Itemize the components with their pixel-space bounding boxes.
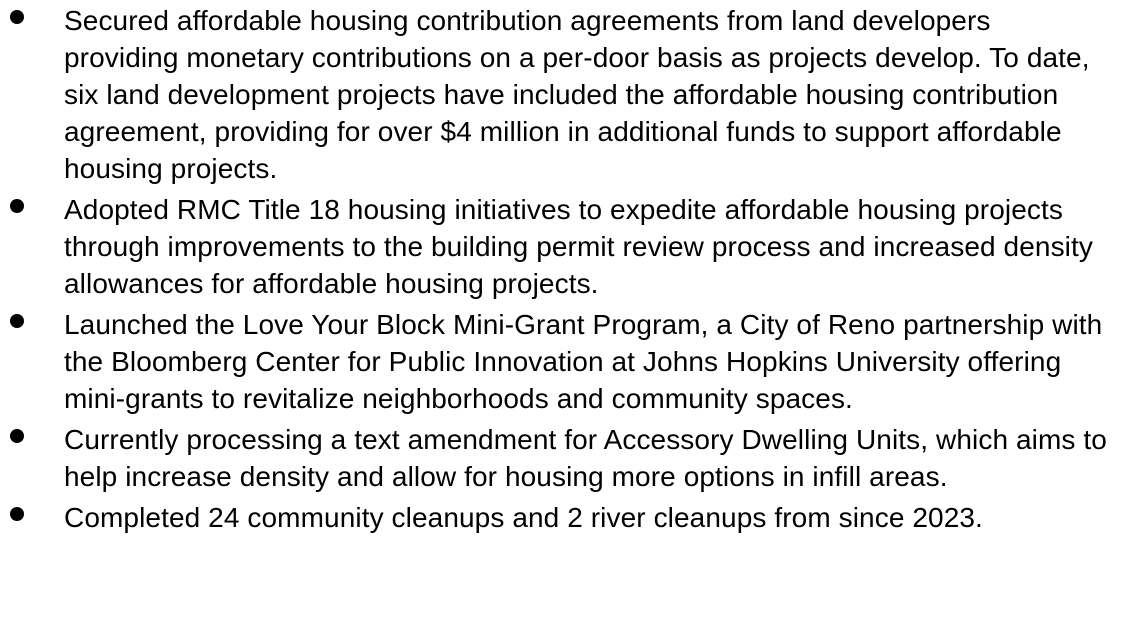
list-item xyxy=(0,2,1123,187)
list-item-text: Currently processing a text amendment for Accessory Dwelling Units, which aims to help increase density and allow for housing more options in infill areas. xyxy=(64,424,1107,492)
list-item xyxy=(0,499,1123,536)
list-item xyxy=(0,421,1123,495)
bullet-icon xyxy=(10,199,24,213)
list-item-text: Adopted RMC Title 18 housing initiatives to expedite affordable housing projects through improvements to the building permit review process and increased density allowances for affordable housing projects. xyxy=(64,194,1093,299)
list-item-text: Launched the Love Your Block Mini-Grant Program, a City of Reno partnership with the Bloomberg Center for Public Innovation at Johns Hopkins University offering mini-grants to revitalize neighborhoods and community spaces. xyxy=(64,309,1103,414)
bullet-icon xyxy=(10,507,24,521)
bullet-icon xyxy=(10,429,24,443)
bullet-icon xyxy=(10,314,24,328)
document-body xyxy=(0,2,1123,540)
accomplishments-list xyxy=(0,2,1123,536)
list-item xyxy=(0,306,1123,417)
list-item-text: Secured affordable housing contribution agreements from land developers providing monetary contributions on a per-door basis as projects develop. To date, six land development projects have included the affordable housing contribution agreement, providing for over $4 million in additional funds to support affordable housing projects. xyxy=(64,5,1090,184)
list-item xyxy=(0,191,1123,302)
list-item-text: Completed 24 community cleanups and 2 river cleanups from since 2023. xyxy=(64,502,983,533)
bullet-icon xyxy=(10,10,24,24)
